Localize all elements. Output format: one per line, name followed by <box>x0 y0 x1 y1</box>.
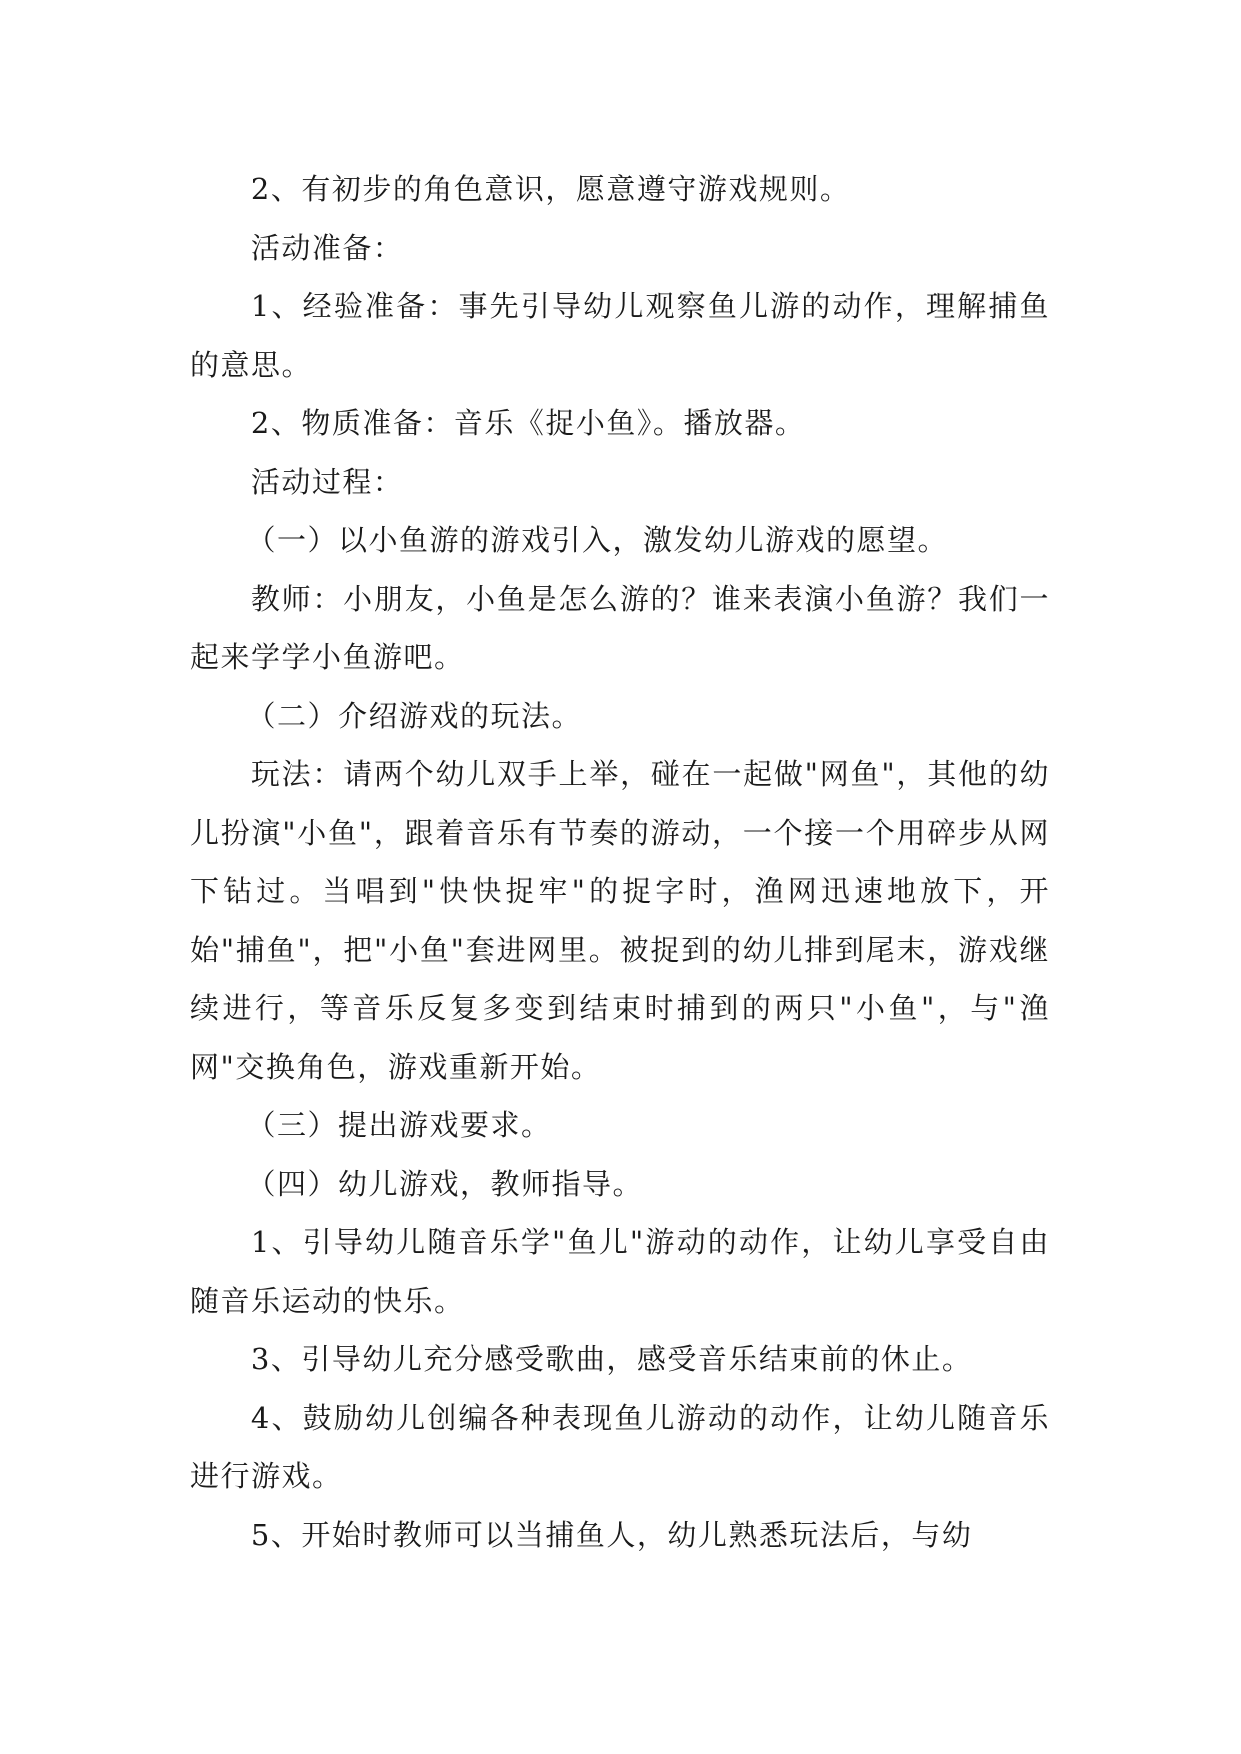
paragraph-goal-2: 2、有初步的角色意识，愿意遵守游戏规则。 <box>250 172 851 206</box>
paragraph-guide-4: 4、鼓励幼儿创编各种表现鱼儿游动的动作，让幼儿随音乐进行游戏。 <box>190 1400 1050 1493</box>
paragraph-guide-5: 5、开始时教师可以当捕鱼人，幼儿熟悉玩法后，与幼 <box>250 1517 973 1552</box>
paragraph-experience-preparation: 1、经验准备：事先引导幼儿观察鱼儿游的动作，理解捕鱼的意思。 <box>190 289 1050 382</box>
section-two-heading: （二）介绍游戏的玩法。 <box>246 698 583 733</box>
section-three-heading: （三）提出游戏要求。 <box>246 1108 552 1142</box>
heading-activity-preparation: 活动准备： <box>250 230 404 265</box>
paragraph-game-rules: 玩法：请两个幼儿双手上举，碰在一起做"网鱼"，其他的幼儿扮演"小鱼"，跟着音乐有节奏的游动，一个接一个用碎步从网下钻过。当唱到"快快捉牢"的捉字时，渔网迅速地放下，开始"捕鱼"，把"小鱼"套进网里。被捉到的幼儿排到尾末，游戏继续进行，等音乐反复多变到结束时捕到的两只"小鱼"，与"渔网"交换角色，游戏重新开始。 <box>190 757 1050 1084</box>
section-four-heading: （四）幼儿游戏，教师指导。 <box>246 1166 644 1201</box>
paragraph-guide-1: 1、引导幼儿随音乐学"鱼儿"游动的动作，让幼儿享受自由随音乐运动的快乐。 <box>190 1225 1050 1318</box>
heading-activity-process: 活动过程： <box>250 464 404 499</box>
paragraph-teacher-dialogue: 教师：小朋友，小鱼是怎么游的？谁来表演小鱼游？我们一起来学学小鱼游吧。 <box>190 581 1050 674</box>
paragraph-material-preparation: 2、物质准备：音乐《捉小鱼》。播放器。 <box>250 406 806 440</box>
paragraph-guide-3: 3、引导幼儿充分感受歌曲，感受音乐结束前的休止。 <box>250 1342 973 1376</box>
section-one-heading: （一）以小鱼游的游戏引入，激发幼儿游戏的愿望。 <box>246 523 949 557</box>
document-page <box>190 160 1050 1564</box>
